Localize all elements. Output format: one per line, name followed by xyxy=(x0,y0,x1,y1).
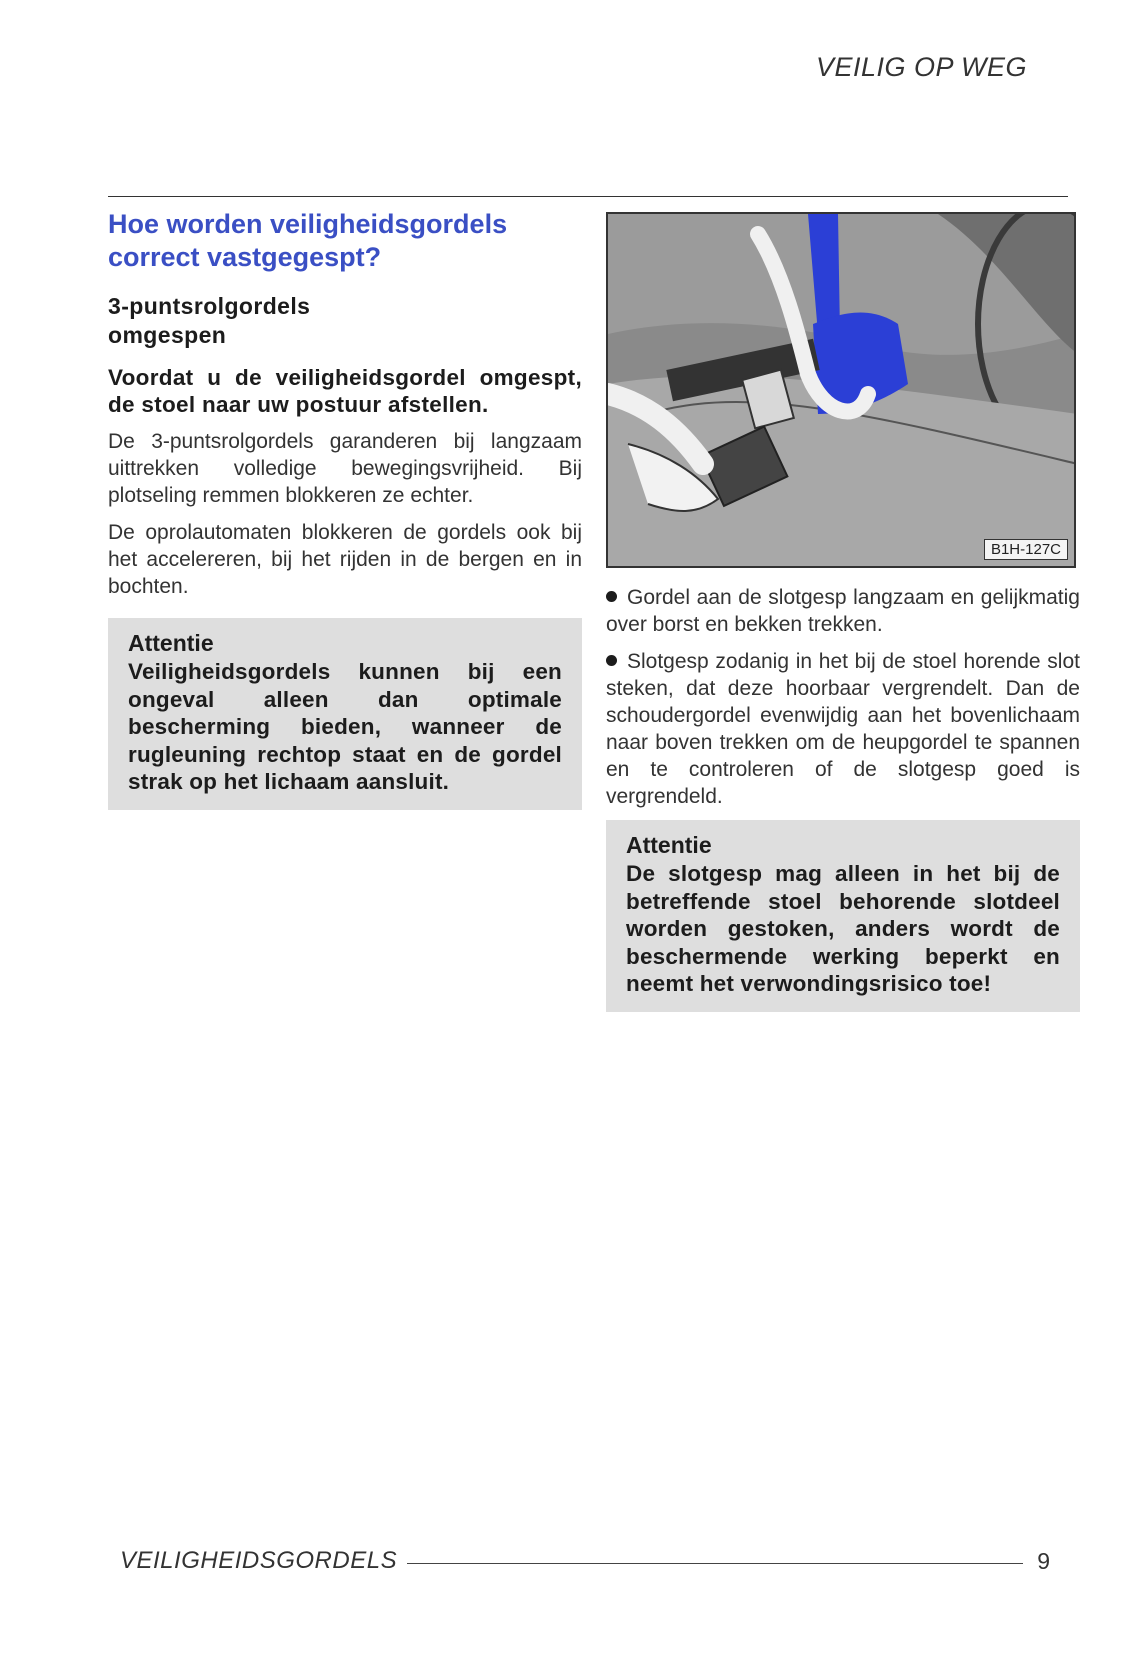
seatbelt-illustration xyxy=(606,212,1076,568)
footer-chapter: VEILIGHEIDSGORDELS xyxy=(120,1547,398,1574)
seatbelt-drawing xyxy=(608,214,1076,568)
warning-text: Veiligheidsgordels kunnen bij een ongeval alleen dan optimale bescherming bieden, wanneer de rugleuning rechtop staat en de gordel strak op het lichaam aansluit. xyxy=(128,659,562,794)
lead-paragraph: Voordat u de veiligheidsgordel omgespt, de stoel naar uw postuur afstellen. xyxy=(108,365,582,417)
bullet-text: Gordel aan de slotgesp langzaam en gelijkmatig over borst en bekken trekken. xyxy=(606,586,1080,636)
footer-rule xyxy=(407,1563,1023,1564)
warning-text: De slotgesp mag alleen in het bij de betreffende stoel behorende slotdeel worden gestoken, anders wordt de beschermende werking beperkt en neemt het verwondingsrisico toe! xyxy=(626,861,1060,996)
section-heading: Hoe worden veiligheidsgordels correct vastgegespt? xyxy=(108,209,508,272)
bullet-item xyxy=(606,648,1080,810)
left-column xyxy=(108,208,582,810)
right-column xyxy=(606,212,1080,1012)
bullet-item xyxy=(606,584,1080,638)
warning-box-left xyxy=(108,618,582,810)
subheading xyxy=(108,292,582,350)
body-paragraph-1: De 3-puntsrolgordels garanderen bij langzaam uittrekken volledige bewegingsvrijheid. Bij plotseling remmen blokkeren ze echter. xyxy=(108,430,582,507)
page-number: 9 xyxy=(1037,1547,1050,1574)
top-rule xyxy=(108,196,1068,197)
warning-box-right xyxy=(606,820,1080,1012)
footer xyxy=(120,1544,1050,1578)
bullet-text: Slotgesp zodanig in het bij de stoel horende slot steken, dat deze hoorbaar vergrendelt. Dan de schoudergordel evenwijdig aan het bovenlichaam naar boven trekken om de heupgordel te spannen en te controleren of de slotgesp goed is vergrendeld. xyxy=(606,650,1080,808)
figure-label: B1H-127C xyxy=(984,539,1068,560)
body-paragraph-2: De oprolautomaten blokkeren de gordels ook bij het accelereren, bij het rijden in de bergen en in bochten. xyxy=(108,521,582,598)
warning-title: Attentie xyxy=(626,832,712,858)
bullet-icon xyxy=(606,591,617,602)
bullet-icon xyxy=(606,655,617,666)
warning-title: Attentie xyxy=(128,630,214,656)
subheading-line-1: 3-puntsrolgordels xyxy=(108,293,311,319)
bullet-list xyxy=(606,584,1080,810)
running-head: VEILIG OP WEG xyxy=(815,52,1027,82)
subheading-line-2: omgespen xyxy=(108,322,227,348)
